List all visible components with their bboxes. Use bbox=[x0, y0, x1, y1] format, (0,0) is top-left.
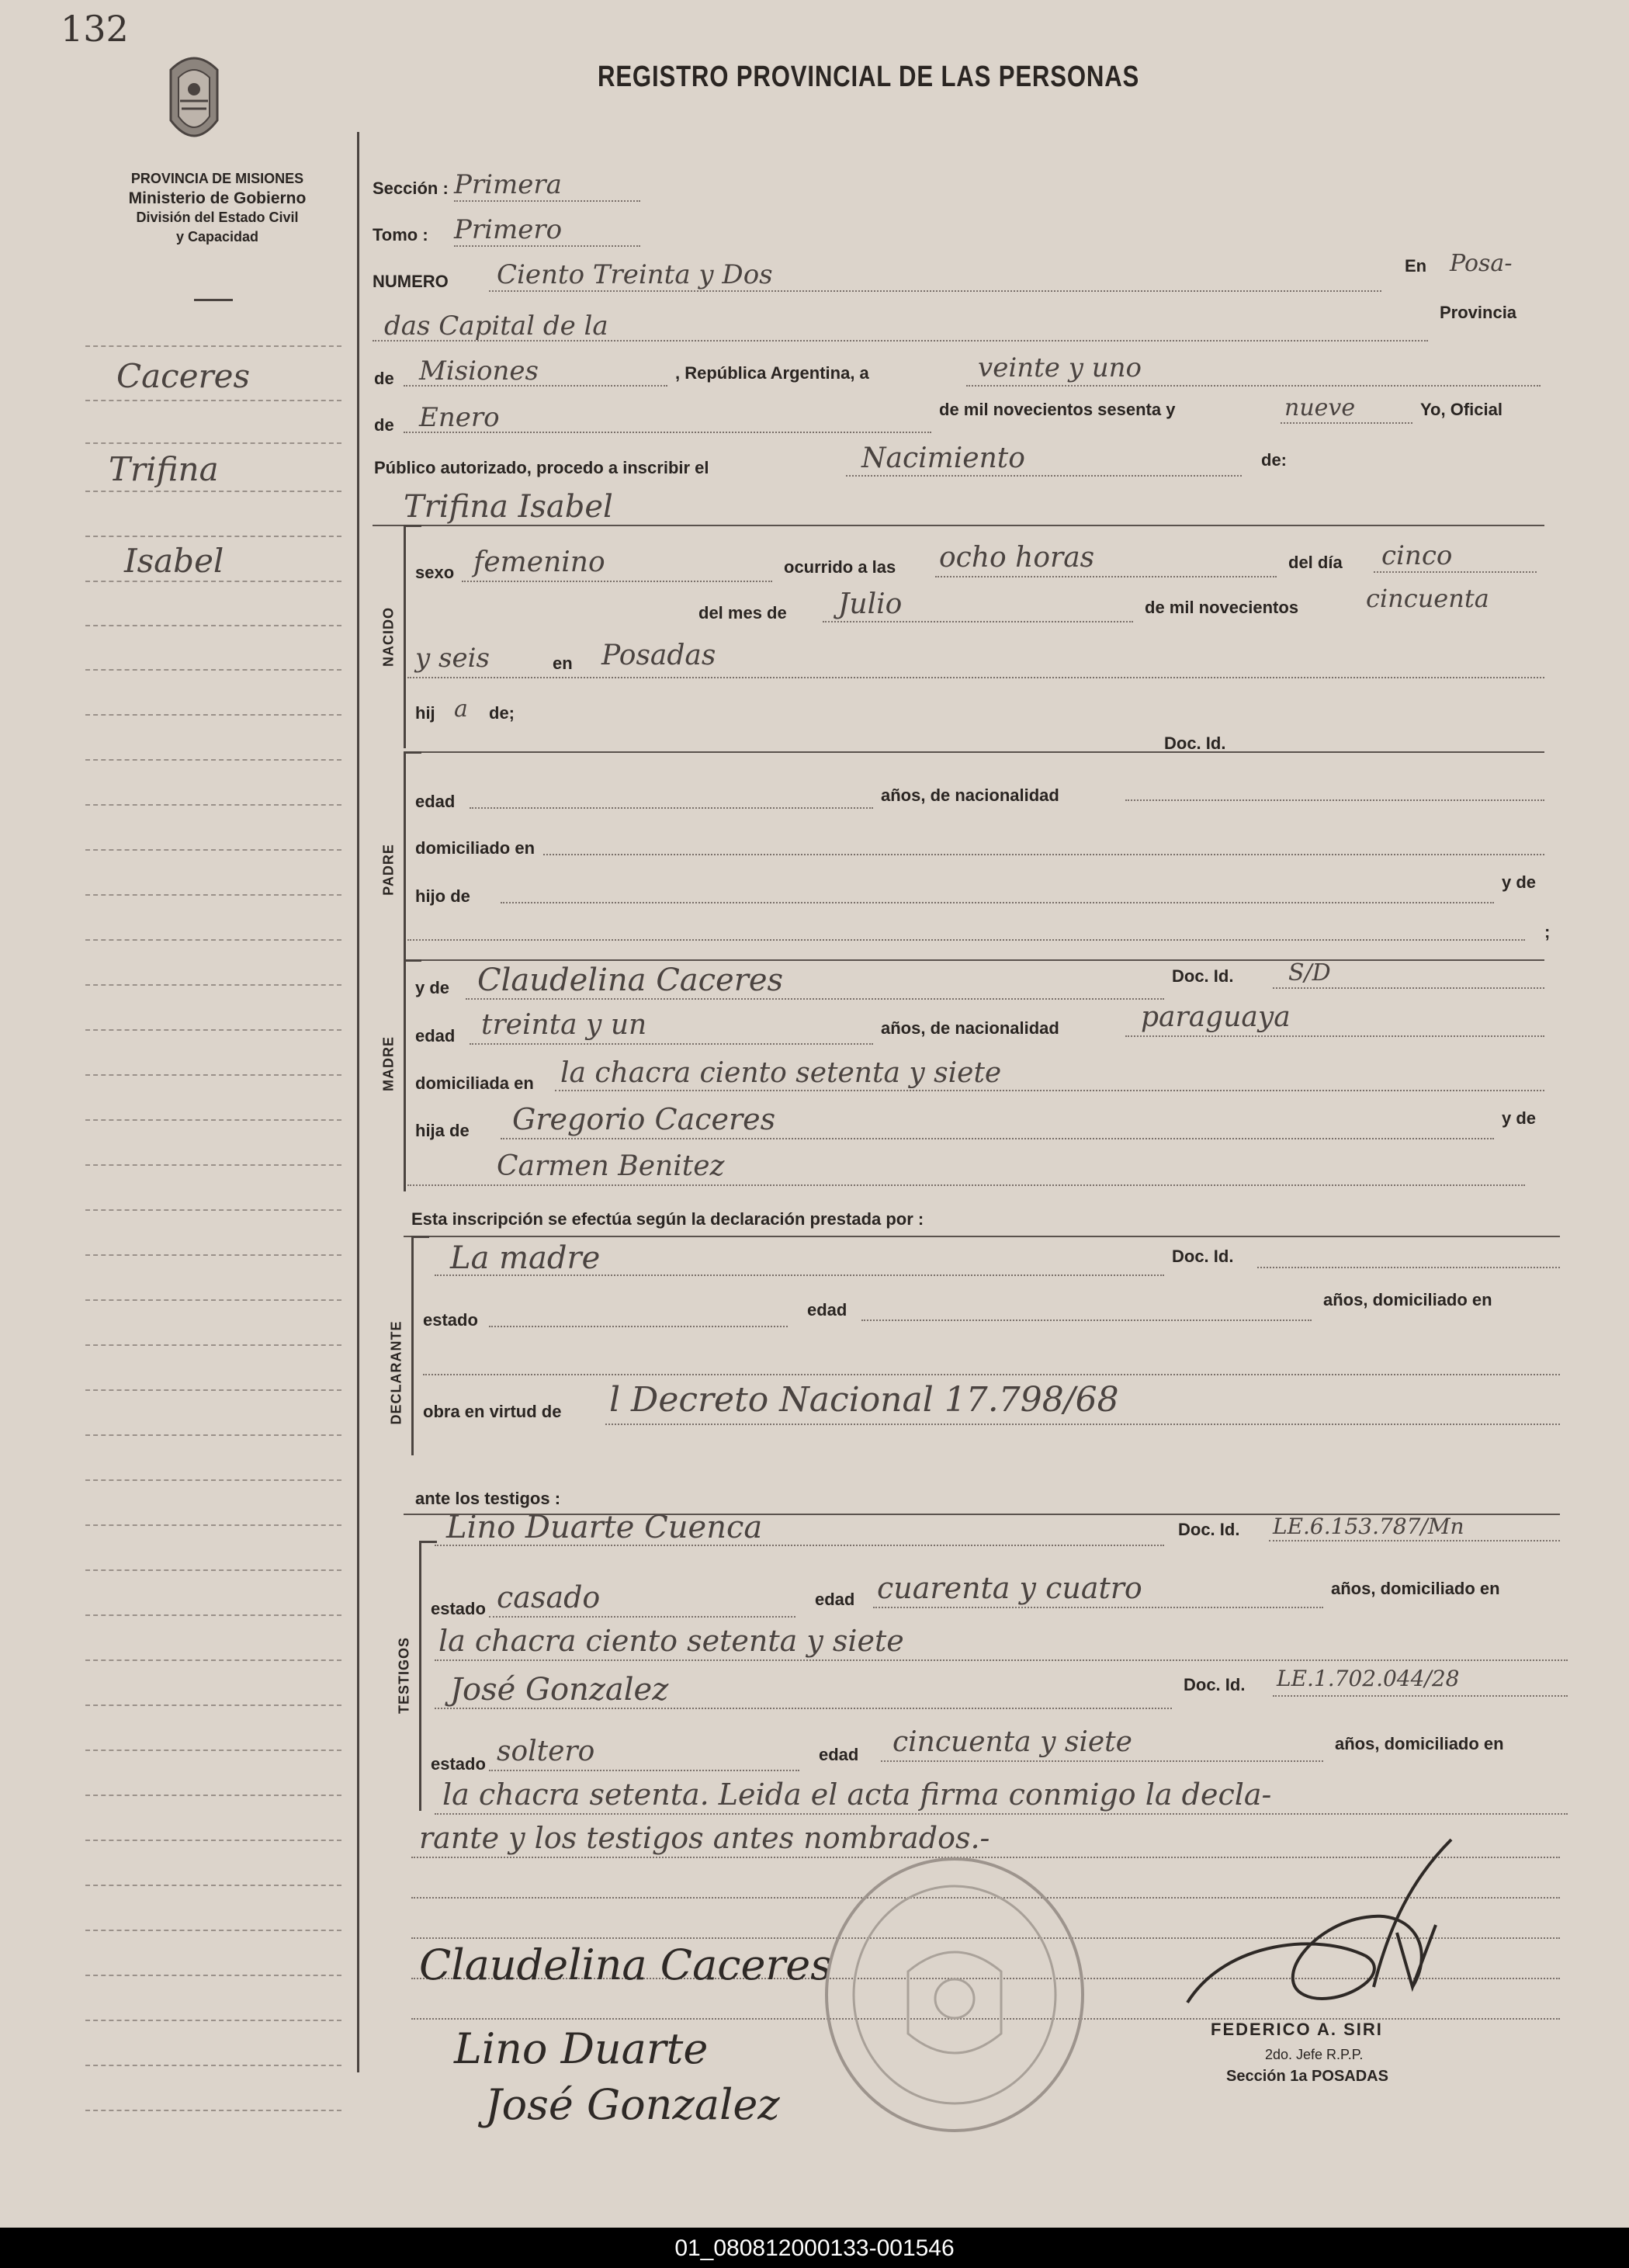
signature-testigo1: Lino Duarte bbox=[454, 2024, 709, 2073]
padre-hijo-label: hijo de bbox=[415, 886, 470, 906]
mil-label: de mil novecientos sesenta y bbox=[939, 400, 1176, 419]
declarante-estado-label: estado bbox=[423, 1310, 478, 1330]
declarante-bracket bbox=[411, 1236, 429, 1455]
nacido-anio-value-2: y seis bbox=[415, 643, 490, 674]
declarante-doc-label: Doc. Id. bbox=[1172, 1247, 1234, 1266]
seccion-value: Primera bbox=[454, 169, 562, 200]
provincia-label: Provincia bbox=[1440, 303, 1517, 322]
nacido-mil-label: de mil novecientos bbox=[1145, 598, 1299, 617]
padre-semicolon: ; bbox=[1544, 922, 1551, 942]
nacido-section-label: NACIDO bbox=[380, 607, 397, 667]
header-capacity: y Capacidad bbox=[175, 229, 259, 244]
madre-domiciliada-label: domiciliada en bbox=[415, 1073, 534, 1093]
madre-domicilio-value: la chacra ciento setenta y siete bbox=[560, 1057, 1002, 1089]
madre-nacionalidad-label: años, de nacionalidad bbox=[881, 1018, 1059, 1038]
coat-of-arms-icon bbox=[155, 47, 233, 155]
page-title: REGISTRO PROVINCIAL DE LAS PERSONAS bbox=[598, 61, 1140, 93]
testigo2-estado-value: soltero bbox=[497, 1736, 595, 1767]
madre-edad-value: treinta y un bbox=[481, 1009, 647, 1041]
testigo1-domiciliado-label: años, domiciliado en bbox=[1331, 1579, 1500, 1598]
testigos-intro: ante los testigos : bbox=[415, 1489, 561, 1508]
madre-hija-label: hija de bbox=[415, 1121, 470, 1140]
en-label: En bbox=[1405, 256, 1427, 276]
dia-value: cinco bbox=[1381, 540, 1453, 571]
ocurrido-label: ocurrido a las bbox=[784, 557, 896, 577]
dia-label: del día bbox=[1288, 553, 1343, 572]
padre-nacionalidad-label: años, de nacionalidad bbox=[881, 785, 1059, 805]
declarante-section-label: DECLARANTE bbox=[388, 1320, 404, 1425]
madre-section-label: MADRE bbox=[380, 1036, 397, 1091]
testigo2-doc-value: LE.1.702.044/28 bbox=[1277, 1666, 1460, 1691]
testigo2-edad-value: cincuenta y siete bbox=[892, 1726, 1132, 1758]
main-vertical-rule bbox=[357, 132, 359, 2072]
testigo2-doc-label: Doc. Id. bbox=[1184, 1675, 1246, 1694]
nombre-value: Trifina Isabel bbox=[404, 489, 613, 525]
nacido-en-label: en bbox=[553, 654, 573, 673]
madre-yde2-label: y de bbox=[1502, 1108, 1537, 1128]
de3-label: de: bbox=[1261, 450, 1287, 470]
hij-de-label: de; bbox=[489, 703, 515, 723]
testigo1-estado-label: estado bbox=[431, 1599, 486, 1618]
official-seal-icon bbox=[815, 1847, 1094, 2142]
mes-value: Enero bbox=[419, 402, 500, 433]
nacido-mes-value: Julio bbox=[838, 588, 903, 620]
lugar-value: Posadas bbox=[601, 640, 716, 671]
obra-value: l Decreto Nacional 17.798/68 bbox=[609, 1380, 1119, 1420]
madre-nacionalidad-value: paraguaya bbox=[1141, 1001, 1291, 1033]
official-name: FEDERICO A. SIRI bbox=[1211, 2020, 1383, 2039]
margin-surname: Caceres bbox=[116, 357, 251, 395]
mes-label: del mes de bbox=[698, 603, 787, 622]
madre-yde-label: y de bbox=[415, 978, 450, 997]
testigo2-estado-label: estado bbox=[431, 1754, 486, 1774]
closing-text: rante y los testigos antes nombrados.- bbox=[419, 1821, 990, 1855]
madre-doc-label: Doc. Id. bbox=[1172, 966, 1234, 986]
padre-edad-label: edad bbox=[415, 792, 456, 811]
testigo1-edad-label: edad bbox=[815, 1590, 855, 1609]
official-role: 2do. Jefe R.P.P. bbox=[1265, 2047, 1364, 2062]
padre-doc-label: Doc. Id. bbox=[1164, 733, 1226, 753]
testigo2-nombre-value: José Gonzalez bbox=[450, 1672, 669, 1708]
madre-edad-label: edad bbox=[415, 1026, 456, 1046]
de-value: Misiones bbox=[419, 355, 539, 387]
official-section: Sección 1a POSADAS bbox=[1226, 2068, 1388, 2085]
seccion-label: Sección : bbox=[373, 179, 449, 198]
hora-value: ocho horas bbox=[939, 542, 1095, 574]
madre-nombre-value: Claudelina Caceres bbox=[477, 962, 784, 998]
testigo1-edad-value: cuarenta y cuatro bbox=[877, 1571, 1142, 1605]
hij-label: hij bbox=[415, 703, 435, 723]
testigo1-estado-value: casado bbox=[497, 1580, 601, 1614]
official-signature-icon bbox=[1180, 1832, 1506, 2034]
numero-value: Ciento Treinta y Dos bbox=[497, 259, 773, 290]
testigo2-edad-label: edad bbox=[819, 1745, 859, 1764]
declarante-intro: Esta inscripción se efectúa según la declaración prestada por : bbox=[411, 1209, 924, 1229]
fecha-dia-value: veinte y uno bbox=[978, 352, 1142, 383]
publico-label: Público autorizado, procedo a inscribir el bbox=[374, 458, 709, 477]
testigo1-nombre-value: Lino Duarte Cuenca bbox=[446, 1510, 763, 1545]
acto-value: Nacimiento bbox=[861, 442, 1025, 474]
declarante-nombre-value: La madre bbox=[450, 1240, 601, 1276]
de2-label: de bbox=[374, 415, 394, 435]
footer-id: 01_080812000133-001546 bbox=[674, 2235, 955, 2261]
signature-testigo2: José Gonzalez bbox=[485, 2080, 780, 2129]
page-number: 132 bbox=[61, 8, 129, 50]
testigo2-domiciliado-label: años, domiciliado en bbox=[1335, 1734, 1504, 1753]
signature-declarante: Claudelina Caceres bbox=[419, 1940, 832, 1989]
tomo-label: Tomo : bbox=[373, 225, 428, 244]
header-divider bbox=[194, 299, 233, 301]
de-label: de bbox=[374, 369, 394, 388]
padre-domiciliado-label: domiciliado en bbox=[415, 838, 535, 858]
numero-label: NUMERO bbox=[373, 272, 449, 291]
testigo1-domicilio-value: la chacra ciento setenta y siete bbox=[438, 1624, 904, 1658]
header-province: PROVINCIA DE MISIONES bbox=[130, 171, 304, 186]
obra-label: obra en virtud de bbox=[423, 1402, 562, 1421]
republica-label: , República Argentina, a bbox=[675, 363, 869, 383]
testigo2-domicilio-value: la chacra setenta. Leida el acta firma conmigo la decla- bbox=[442, 1777, 1272, 1812]
en-value: Posa- bbox=[1450, 250, 1513, 277]
madre-madre-value: Carmen Benitez bbox=[497, 1150, 725, 1182]
anio-value: nueve bbox=[1284, 394, 1356, 421]
margin-middle-name: Isabel bbox=[124, 542, 224, 580]
madre-doc-value: S/D bbox=[1288, 959, 1331, 987]
declarante-edad-label: edad bbox=[807, 1300, 847, 1320]
place-line-value: das Capital de la bbox=[384, 310, 608, 342]
declarante-domiciliado-label: años, domiciliado en bbox=[1323, 1290, 1492, 1309]
padre-section-label: PADRE bbox=[380, 844, 397, 896]
header-ministry-block bbox=[70, 169, 365, 247]
testigo1-doc-value: LE.6.153.787/Mn bbox=[1273, 1514, 1464, 1539]
nacido-anio-value-1: cincuenta bbox=[1366, 584, 1489, 613]
padre-yde-label: y de bbox=[1502, 872, 1537, 892]
testigos-section-label: TESTIGOS bbox=[396, 1637, 412, 1715]
hij-value: a bbox=[454, 695, 468, 723]
header-division: División del Estado Civil bbox=[136, 210, 299, 225]
testigo1-doc-label: Doc. Id. bbox=[1178, 1520, 1240, 1539]
madre-padre-value: Gregorio Caceres bbox=[512, 1102, 776, 1136]
yo-label: Yo, Oficial bbox=[1420, 400, 1502, 419]
footer-bar bbox=[0, 2228, 1629, 2268]
margin-first-name: Trifina bbox=[109, 450, 219, 488]
sexo-label: sexo bbox=[415, 563, 455, 582]
header-ministry: Ministerio de Gobierno bbox=[128, 189, 307, 207]
sexo-value: femenino bbox=[473, 546, 605, 578]
tomo-value: Primero bbox=[454, 214, 563, 245]
